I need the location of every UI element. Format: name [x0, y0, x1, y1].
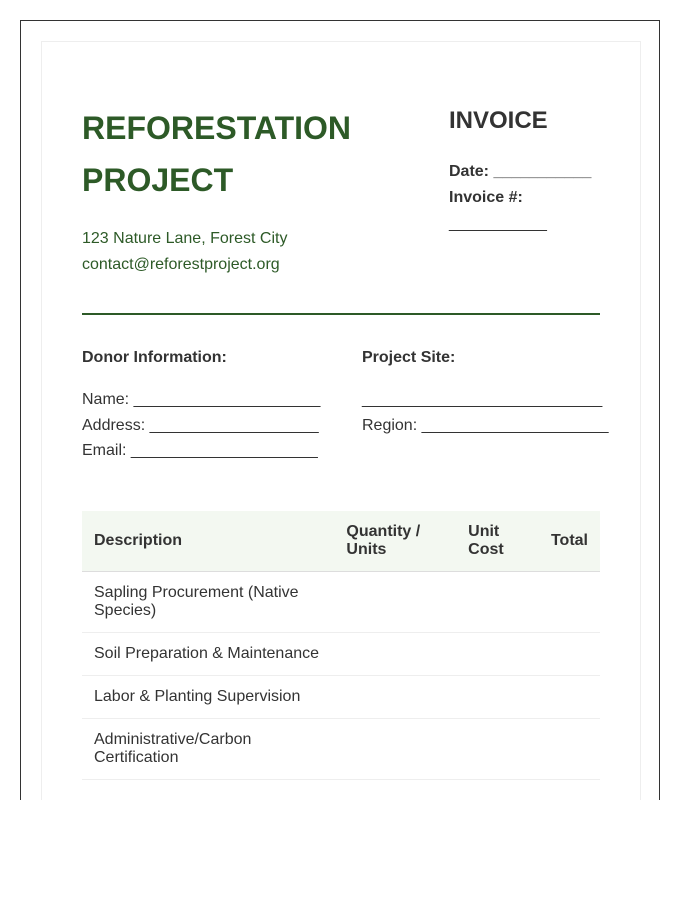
table-row [82, 675, 600, 718]
donor-email-field: Email: _____________________ [82, 442, 318, 459]
invoice-number-label: Invoice #: [449, 189, 523, 206]
header-quantity: Quantity / Units [334, 511, 456, 571]
project-site-field: ___________________________ [362, 391, 603, 408]
cell-description: Administrative/Carbon Certification [82, 718, 334, 779]
cell-total [539, 675, 600, 718]
invoice-title: INVOICE [449, 107, 548, 134]
cell-quantity [334, 632, 456, 675]
table-header-row [82, 511, 600, 571]
cell-quantity [334, 718, 456, 779]
cell-description: Sapling Procurement (Native Species) [82, 571, 334, 632]
cell-quantity [334, 675, 456, 718]
organization-email: contact@reforestproject.org [82, 256, 280, 273]
cell-total [539, 718, 600, 779]
cell-unit-cost [456, 632, 539, 675]
cell-unit-cost [456, 718, 539, 779]
table-row [82, 632, 600, 675]
donor-name-field: Name: _____________________ [82, 391, 321, 408]
organization-name: REFORESTATION PROJECT [82, 110, 352, 198]
invoice-number-blank: ___________ [449, 215, 547, 232]
cell-unit-cost [456, 675, 539, 718]
header-unit-cost: Unit Cost [456, 511, 539, 571]
cell-description: Labor & Planting Supervision [82, 675, 334, 718]
cell-unit-cost [456, 571, 539, 632]
project-site-heading: Project Site: [362, 349, 456, 366]
donor-address-field: Address: ___________________ [82, 417, 319, 434]
header-total: Total [539, 511, 600, 571]
cell-quantity [334, 571, 456, 632]
invoice-date-field: Date: ___________ [449, 163, 592, 180]
region-field: Region: _____________________ [362, 417, 609, 434]
header-divider [82, 313, 600, 315]
cell-total [539, 571, 600, 632]
cell-total [539, 632, 600, 675]
cell-description: Soil Preparation & Maintenance [82, 632, 334, 675]
header-description: Description [82, 511, 334, 571]
table-row [82, 718, 600, 779]
donor-information-heading: Donor Information: [82, 349, 227, 366]
line-items-table [82, 511, 600, 780]
table-row [82, 571, 600, 632]
organization-address: 123 Nature Lane, Forest City [82, 230, 288, 247]
